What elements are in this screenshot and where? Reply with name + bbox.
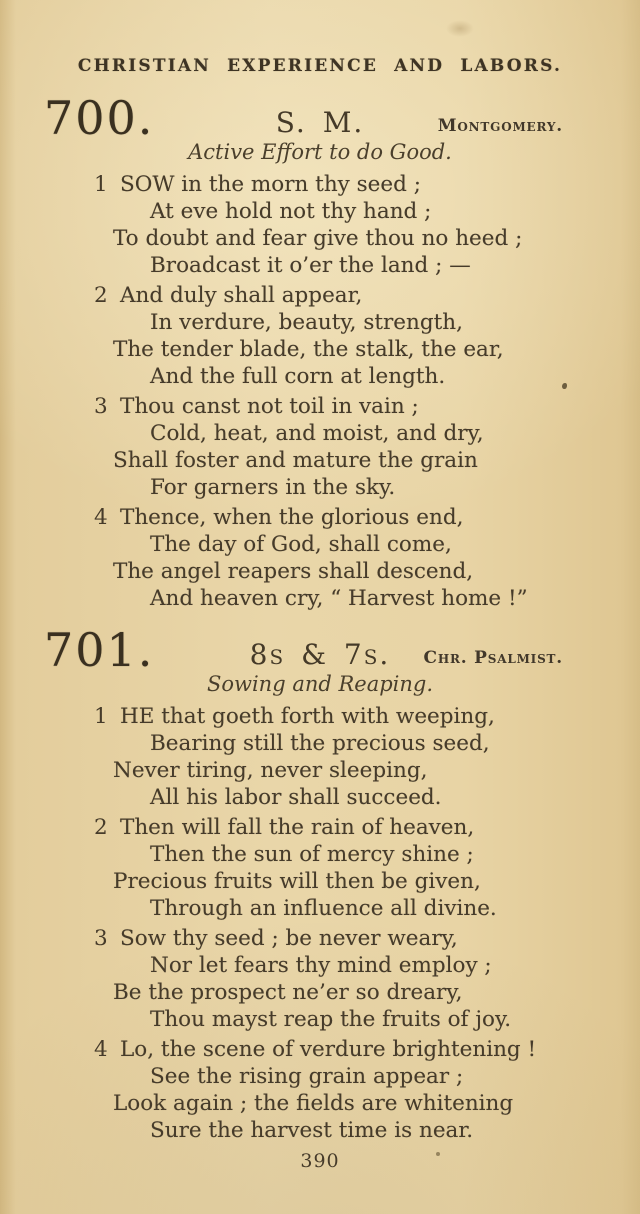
stanza-number: 1 [94, 172, 108, 197]
verse-line: Sure the harvest time is near. [150, 1118, 474, 1143]
stanza [94, 703, 640, 811]
verse-line: Then the sun of mercy shine ; [150, 842, 474, 867]
stanza [94, 282, 640, 390]
verse-line: Then will fall the rain of heaven, [120, 815, 475, 840]
hymn-meter: 8s & 7s. [249, 638, 391, 671]
verse-line: In verdure, beauty, strength, [150, 310, 463, 335]
stanza [94, 171, 640, 279]
stanza-number: 3 [94, 926, 108, 951]
verse-line: Shall foster and mature the grain [113, 448, 478, 473]
hymn-number: 701. [44, 623, 155, 677]
verse-line: For garners in the sky. [150, 475, 396, 500]
paper-smudge [446, 20, 474, 37]
verse-line: The angel reapers shall descend, [113, 559, 474, 584]
verse-line: Sow thy seed ; be never weary, [120, 926, 458, 951]
hymn-number: 700. [44, 91, 155, 145]
verse-line: Bearing still the precious seed, [150, 731, 490, 756]
paper-speck [436, 1152, 440, 1156]
verse-line: The tender blade, the stalk, the ear, [113, 337, 504, 362]
hymn-701-heading [0, 619, 640, 677]
verse-line: And heaven cry, “ Harvest home !” [150, 586, 528, 611]
stanza-number: 2 [94, 283, 108, 308]
stanza-number: 4 [94, 505, 108, 530]
stanza-number: 2 [94, 815, 108, 840]
hymn-700-section [0, 85, 640, 612]
verse-line: The day of God, shall come, [150, 532, 452, 557]
stanza-number: 3 [94, 394, 108, 419]
hymn-title: Active Effort to do Good. [188, 140, 452, 164]
verse-line: Thou mayst reap the fruits of joy. [150, 1007, 512, 1032]
verse-line: Through an influence all divine. [150, 896, 497, 921]
hymn-701-section [0, 619, 640, 1144]
verse-line: And the full corn at length. [150, 364, 446, 389]
verse-line: Thence, when the glorious end, [120, 505, 464, 530]
hymn-meter: S. M. [275, 106, 365, 139]
verse-line: HE that goeth forth with weeping, [120, 704, 495, 729]
running-header: CHRISTIAN EXPERIENCE AND LABORS. [77, 56, 563, 76]
verse-line: Broadcast it o’er the land ; — [150, 253, 471, 278]
stanza-number: 4 [94, 1037, 108, 1062]
verse-line: And duly shall appear, [120, 283, 363, 308]
verse-line: Never tiring, never sleeping, [113, 758, 428, 783]
stanza [94, 925, 640, 1033]
verse-line: SOW in the morn thy seed ; [120, 172, 421, 197]
stanza [94, 393, 640, 501]
verse-line: At eve hold not thy hand ; [150, 199, 432, 224]
hymn-attribution: Montgomery. [437, 116, 563, 136]
verse-line: To doubt and fear give thou no heed ; [113, 226, 523, 251]
verse-line: Lo, the scene of verdure brightening ! [120, 1037, 537, 1062]
stanza [94, 814, 640, 922]
verse-line: All his labor shall succeed. [150, 785, 442, 810]
verse-line: Cold, heat, and moist, and dry, [150, 421, 484, 446]
verse-line: See the rising grain appear ; [150, 1064, 464, 1089]
hymn-title: Sowing and Reaping. [206, 672, 434, 696]
verse-line: Precious fruits will then be given, [113, 869, 481, 894]
hymn-attribution: Chr. Psalmist. [423, 648, 563, 668]
page-number: 390 [300, 1150, 340, 1172]
verse-line: Be the prospect ne’er so dreary, [113, 980, 463, 1005]
verse-line: Thou canst not toil in vain ; [120, 394, 419, 419]
verse-line: Look again ; the fields are whitening [113, 1091, 514, 1116]
stanza-number: 1 [94, 704, 108, 729]
hymn-700-heading [0, 85, 640, 145]
stanza [94, 504, 640, 612]
stanza [94, 1036, 640, 1144]
verse-line: Nor let fears thy mind employ ; [150, 953, 492, 978]
